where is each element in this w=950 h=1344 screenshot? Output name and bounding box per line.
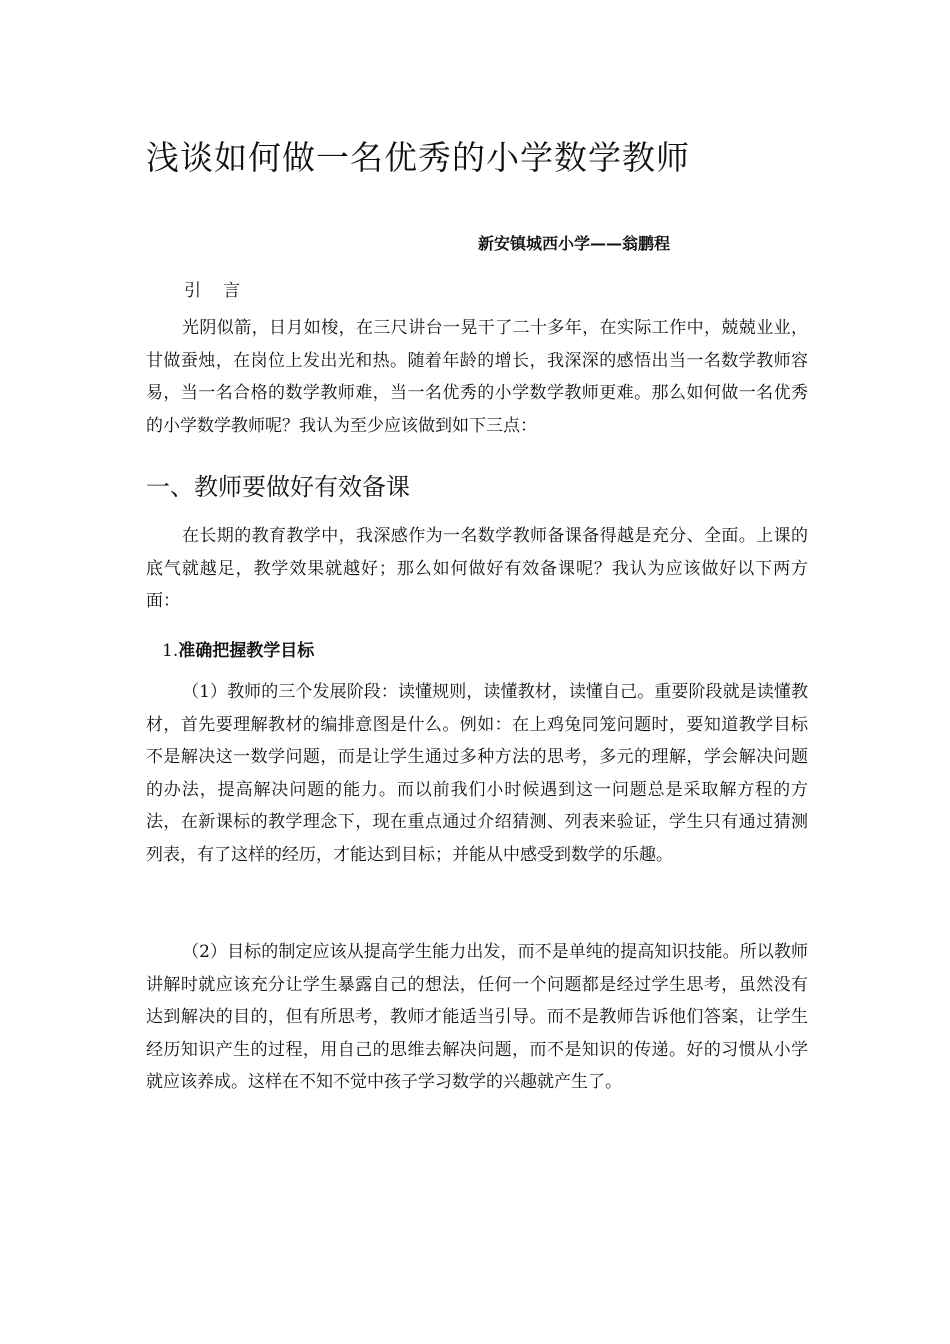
subsection-number: 1. [162, 641, 179, 661]
subsection-title: 准确把握教学目标 [178, 641, 315, 661]
subsection-heading-1 [162, 638, 314, 664]
item-1-paragraph: （1）教师的三个发展阶段：读懂规则，读懂教材，读懂自己。重要阶段就是读懂教材，首先要理解教材的编排意图是什么。例如：在上鸡兔同笼问题时，要知道教学目标不是解决这一数学问题，而是让学生通过多种方法的思考，多元的理解，学会解决问题的办法，提高解决问题的能力。而以前我们小时候遇到这一问题总是采取解方程的方法，在新课标的教学理念下，现在重点通过介绍猜测、列表来验证，学生只有通过猜测列表，有了这样的经历，才能达到目标；并能从中感受到数学的乐趣。 [146, 682, 808, 865]
section-heading-1: 一、教师要做好有效备课 [146, 473, 410, 501]
intro-paragraph: 光阴似箭，日月如梭，在三尺讲台一晃干了二十多年，在实际工作中，兢兢业业，甘做蚕烛，在岗位上发出光和热。随着年龄的增长，我深深的感悟出当一名数学教师容易，当一名合格的数学教师难，当一名优秀的小学数学教师更难。那么如何做一名优秀的小学数学教师呢？我认为至少应该做到如下三点： [146, 318, 808, 436]
intro-heading: 引言 [184, 281, 262, 301]
section-1-paragraph: 在长期的教育教学中，我深感作为一名数学教师备课备得越是充分、全面。上课的底气就越足，教学效果就越好；那么如何做好有效备课呢？我认为应该做好以下两方面： [146, 526, 808, 612]
item-2-paragraph: （2）目标的制定应该从提高学生能力出发，而不是单纯的提高知识技能。所以教师讲解时就应该充分让学生暴露自己的想法，任何一个问题都是经过学生思考，虽然没有达到解决的目的，但有所思考，教师才能适当引导。而不是教师告诉他们答案，让学生经历知识产生的过程，用自己的思维去解决问题，而不是知识的传递。好的习惯从小学就应该养成。这样在不知不觉中孩子学习数学的兴趣就产生了。 [146, 942, 808, 1093]
author-line: 新安镇城西小学——翁鹏程 [478, 234, 671, 253]
document-title: 浅谈如何做一名优秀的小学数学教师 [146, 138, 690, 177]
